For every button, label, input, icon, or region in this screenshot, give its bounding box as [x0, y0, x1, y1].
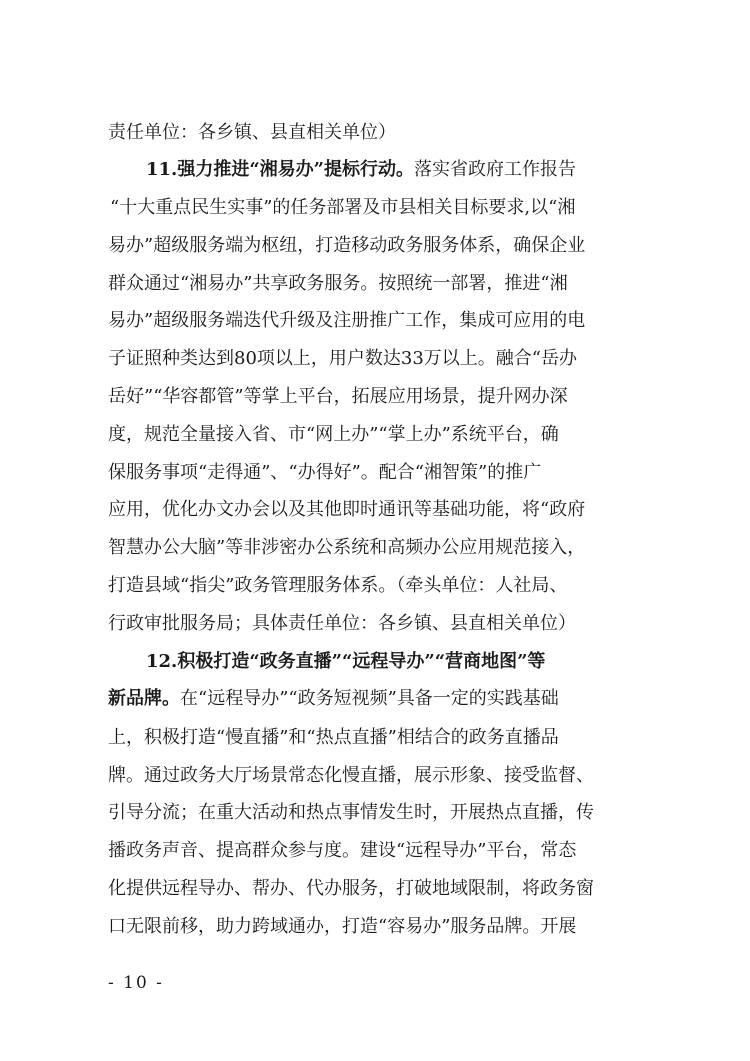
text-line — [108, 423, 656, 447]
text-line — [108, 121, 656, 145]
body-text-span: 度，规范全量接入省、市“网上办”“掌上办”系统平台，确 — [108, 424, 559, 445]
text-line — [108, 309, 656, 333]
body-text-span: 岳好”“华容都管”等掌上平台，拓展应用场景，提升网办深 — [108, 386, 568, 407]
text-line — [108, 536, 656, 560]
body-text-span: 引导分流；在重大活动和热点事情发生时，开展热点直播，传 — [108, 802, 594, 823]
text-line — [110, 196, 658, 220]
text-line — [108, 498, 656, 522]
text-line — [108, 687, 656, 711]
body-text-span: 责任单位：各乡镇、县直相关单位） — [108, 122, 396, 143]
body-text-span: 上，积极打造“慢直播”和“热点直播”相结合的政务直播品 — [108, 727, 559, 748]
page-number: - 10 - — [108, 973, 164, 993]
body-text-span: 化提供远程导办、帮办、代办服务，打破地域限制，将政务窗 — [108, 878, 594, 899]
text-line — [146, 158, 656, 182]
text-line — [108, 574, 656, 598]
body-text-span: 行政审批服务局；具体责任单位：各乡镇、县直相关单位） — [108, 613, 576, 634]
body-text-span: 子证照种类达到80项以上，用户数达33万以上。融合“岳办 — [108, 348, 578, 369]
body-text-span: 打造县域“指尖”政务管理服务体系。（牵头单位：人社局、 — [108, 575, 568, 596]
text-line — [108, 612, 656, 636]
body-text-span: 保服务事项“走得通”、“办得好”。配合“湘智策”的推广 — [108, 462, 542, 483]
body-text-span: 在“远程导办”“政务短视频”具备一定的实践基础 — [180, 688, 559, 709]
body-text-span: 群众通过“湘易办”共享政务服务。按照统一部署，推进“湘 — [108, 273, 568, 294]
bold-heading-text: 11.强力推进“湘易办”提标行动。 — [146, 159, 415, 180]
body-text-span: 易办”超级服务端迭代升级及注册推广工作，集成可应用的电 — [108, 310, 586, 331]
body-text-span: “十大重点民生实事”的任务部署及市县相关目标要求,以“湘 — [110, 197, 576, 218]
text-line — [108, 234, 656, 258]
body-text-span: 牌。通过政务大厅场景常态化慢直播，展示形象、接受监督、 — [108, 765, 594, 786]
text-line — [108, 272, 656, 296]
text-line — [146, 650, 656, 674]
body-text-span: 口无限前移，助力跨域通办，打造“容易办”服务品牌。开展 — [108, 916, 577, 937]
body-text-span: 播政务声音、提高群众参与度。建设“远程导办”平台，常态 — [108, 840, 577, 861]
text-line — [108, 801, 656, 825]
text-line — [108, 726, 656, 750]
text-line — [108, 839, 656, 863]
body-text-span: 落实省政府工作报告 — [414, 159, 577, 180]
body-text-span: 易办”超级服务端为枢纽，打造移动政务服务体系，确保企业 — [108, 235, 586, 256]
text-line — [108, 385, 656, 409]
text-line — [108, 915, 656, 939]
bold-heading-text: 12.积极打造“政务直播”“远程导办”“营商地图”等 — [146, 651, 546, 672]
text-line — [108, 347, 656, 371]
bold-heading-text: 新品牌。 — [108, 688, 180, 709]
text-line — [108, 764, 656, 788]
body-text-span: 智慧办公大脑”等非涉密办公系统和高频办公应用规范接入， — [108, 537, 586, 558]
body-text-span: 应用，优化办文办会以及其他即时通讯等基础功能，将“政府 — [108, 499, 586, 520]
text-line — [108, 461, 656, 485]
text-line — [108, 877, 656, 901]
